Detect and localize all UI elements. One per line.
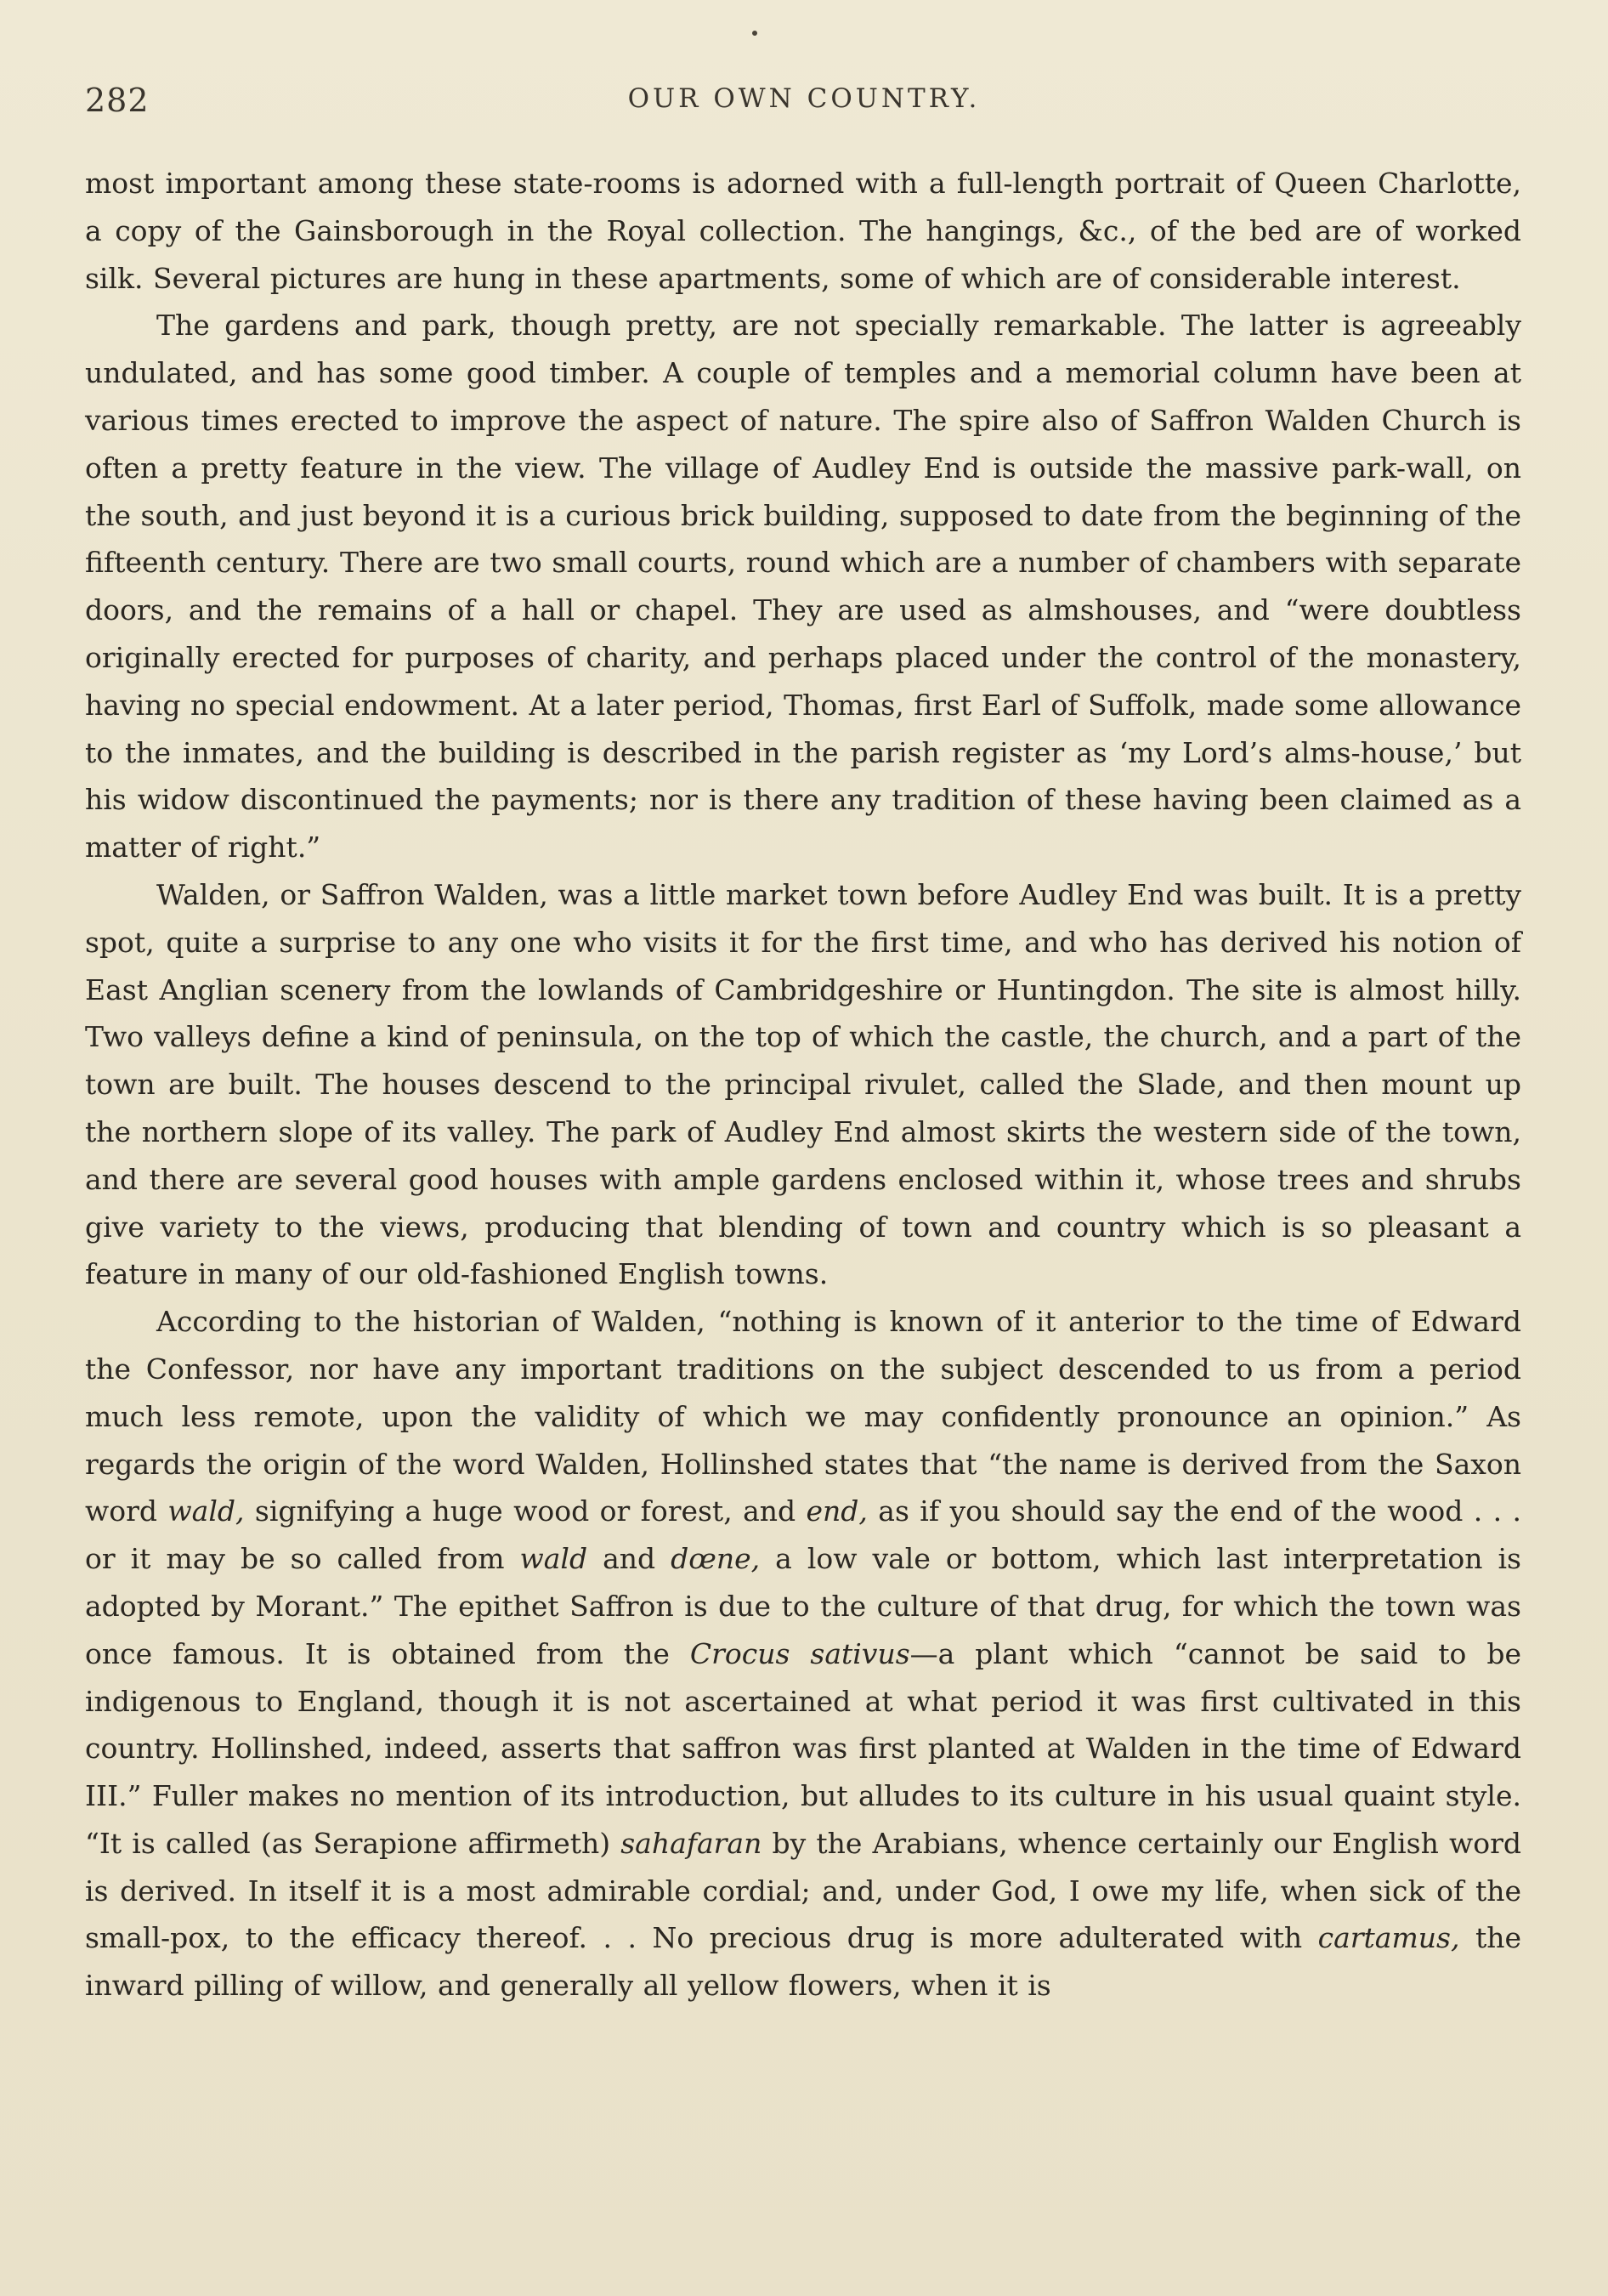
italic-term: sahafaran <box>620 1826 762 1860</box>
running-header <box>85 78 1523 121</box>
text-run: as if you should say the end of the wood . . . or it may be so called from <box>85 1494 1521 1576</box>
italic-term: wald <box>519 1542 588 1576</box>
paragraph-gardens-and-park: The gardens and park, though pretty, are not specially remarkable. The latter is agreeably undulated, and has some good timber. A couple of temples and a memorial column have been at various times erected to improve the aspect of nature. The spire also of Saffron Walden Church is often a pretty feature in the view. The village of Audley End is outside the massive park-wall, on the south, and just beyond it is a curious brick building, supposed to date from the beginning of the fifteenth century. There are two small courts, round which are a number of chambers with separate doors, and the remains of a hall or chapel. They are used as almshouses, and “were doubtless originally erected for purposes of charity, and perhaps placed under the control of the monastery, having no special endowment. At a later period, Thomas, first Earl of Suffolk, made some allowance to the inmates, and the building is described in the parish register as ‘my Lord’s alms-house,’ but his widow discontinued the payments; nor is there any tradition of these having been claimed as a matter of right.” <box>85 309 1521 865</box>
paragraph-walden-town: Walden, or Saffron Walden, was a little market town before Audley End was built. It is a pretty spot, quite a surprise to any one who visits it for the first time, and who has derived his notion of East Anglian scenery from the lowlands of Cambridgeshire or Huntingdon. The site is almost hilly. Two valleys define a kind of peninsula, on the top of which the castle, the church, and a part of the town are built. The houses descend to the principal rivulet, called the Slade, and then mount up the northern slope of its valley. The park of Audley End almost skirts the western side of the town, and there are several good houses with ample gardens enclosed within it, whose trees and shrubs give variety to the views, producing that blending of town and country which is so pleasant a feature in many of our old-fashioned English towns. <box>85 877 1521 1291</box>
text-run: signifying a huge wood or forest, and <box>244 1494 807 1528</box>
text-run: and <box>587 1542 671 1576</box>
text-run: the inward pilling of willow, and generally all yellow flowers, when it is <box>85 1921 1521 2003</box>
paragraph-historian-of-walden <box>85 1298 1521 2010</box>
printer-mark <box>752 31 757 36</box>
text-run: According to the historian of Walden, “nothing is known of it anterior to the time of Edward the Confessor, nor have any important traditions on the subject descended to us from a period much less remote, upon the validity of which we may confidently pronounce an opinion.” As regards the origin of the word Walden, Hollinshed states that “the name is derived from the Saxon word <box>85 1305 1521 1528</box>
italic-term: wald, <box>167 1494 245 1528</box>
italic-term: Crocus sativus <box>689 1636 910 1670</box>
italic-term: cartamus, <box>1317 1921 1460 1955</box>
paragraph-continuation: most important among these state-rooms is adorned with a full-length portrait of Queen Charlotte, a copy of the Gainsborough in the Royal collection. The hangings, &c., of the bed are of worked silk. Several pictures are hung in these apartments, some of which are of considerable interest. <box>85 167 1521 295</box>
italic-term: dœne, <box>671 1542 761 1576</box>
page-number: 282 <box>85 82 150 119</box>
body-text <box>85 160 1521 2010</box>
italic-term: end, <box>806 1494 868 1528</box>
text-run: by the Arabians, whence certainly our English word is derived. In itself it is a most admirable cordial; and, under God, I owe my life, when sick of the small-pox, to the efficacy thereof. . . No precious drug is more adulterated with <box>85 1826 1521 1955</box>
running-title: OUR OWN COUNTRY. <box>627 83 981 114</box>
text-run: a low vale or bottom, which last interpretation is adopted by Morant.” The epithet Saffron is due to the culture of that drug, for which the town was once famous. It is obtained from the <box>85 1542 1521 1670</box>
text-run: —a plant which “cannot be said to be indigenous to England, though it is not ascertained at what period it was first cultivated in this country. Hollinshed, indeed, asserts that saffron was first planted at Walden in the time of Edward III.” Fuller makes no mention of its introduction, but alludes to its culture in his usual quaint style. “It is called (as Serapione affirmeth) <box>85 1636 1522 1860</box>
